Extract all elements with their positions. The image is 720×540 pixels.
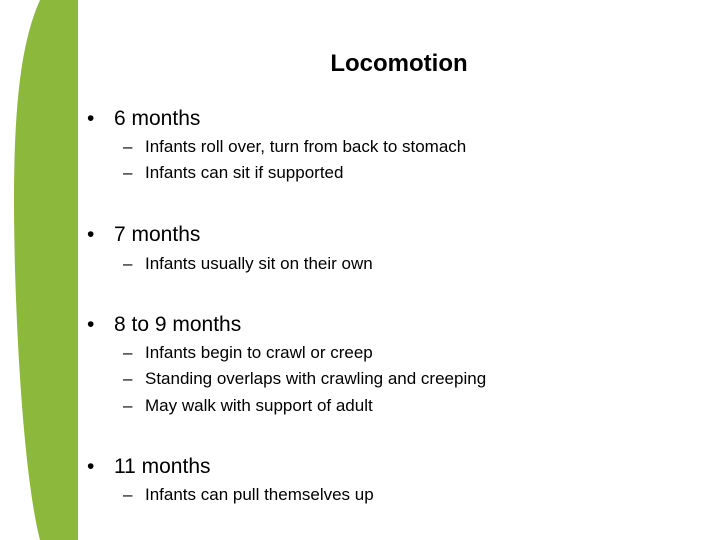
dash-mark: – [123, 485, 133, 504]
bullet-text: 6 months [114, 107, 201, 130]
sub-item [123, 368, 486, 390]
dash-mark: – [123, 137, 133, 156]
sub-item [123, 484, 374, 506]
sub-item-text: May walk with support of adult [145, 396, 373, 415]
sub-item-text: Infants begin to crawl or creep [145, 343, 373, 362]
dash-mark: – [123, 369, 133, 388]
bullet-mark: • [87, 455, 95, 478]
bullet-11-months [87, 454, 211, 480]
bullet-text: 7 months [114, 223, 201, 246]
dash-mark: – [123, 343, 133, 362]
sub-item-text: Infants usually sit on their own [145, 254, 373, 273]
bullet-text: 11 months [114, 455, 211, 478]
dash-mark: – [123, 163, 133, 182]
sub-item-text: Infants can pull themselves up [145, 485, 374, 504]
sub-item [123, 162, 343, 184]
sub-item-text: Infants roll over, turn from back to stomach [145, 137, 467, 156]
slide-title: Locomotion [330, 50, 468, 77]
sub-item [123, 253, 373, 275]
sub-item [123, 342, 373, 364]
sub-item [123, 395, 373, 417]
dash-mark: – [123, 254, 133, 273]
sub-item-text: Standing overlaps with crawling and creeping [145, 369, 487, 388]
accent-shape [14, 0, 78, 540]
bullet-mark: • [87, 313, 95, 336]
bullet-6-months [87, 106, 200, 132]
bullet-7-months [87, 222, 200, 248]
sub-item-text: Infants can sit if supported [145, 163, 344, 182]
sub-item [123, 136, 466, 158]
bullet-8-to-9-months [87, 312, 241, 338]
dash-mark: – [123, 396, 133, 415]
bullet-text: 8 to 9 months [114, 313, 242, 336]
bullet-mark: • [87, 223, 95, 246]
bullet-mark: • [87, 107, 95, 130]
